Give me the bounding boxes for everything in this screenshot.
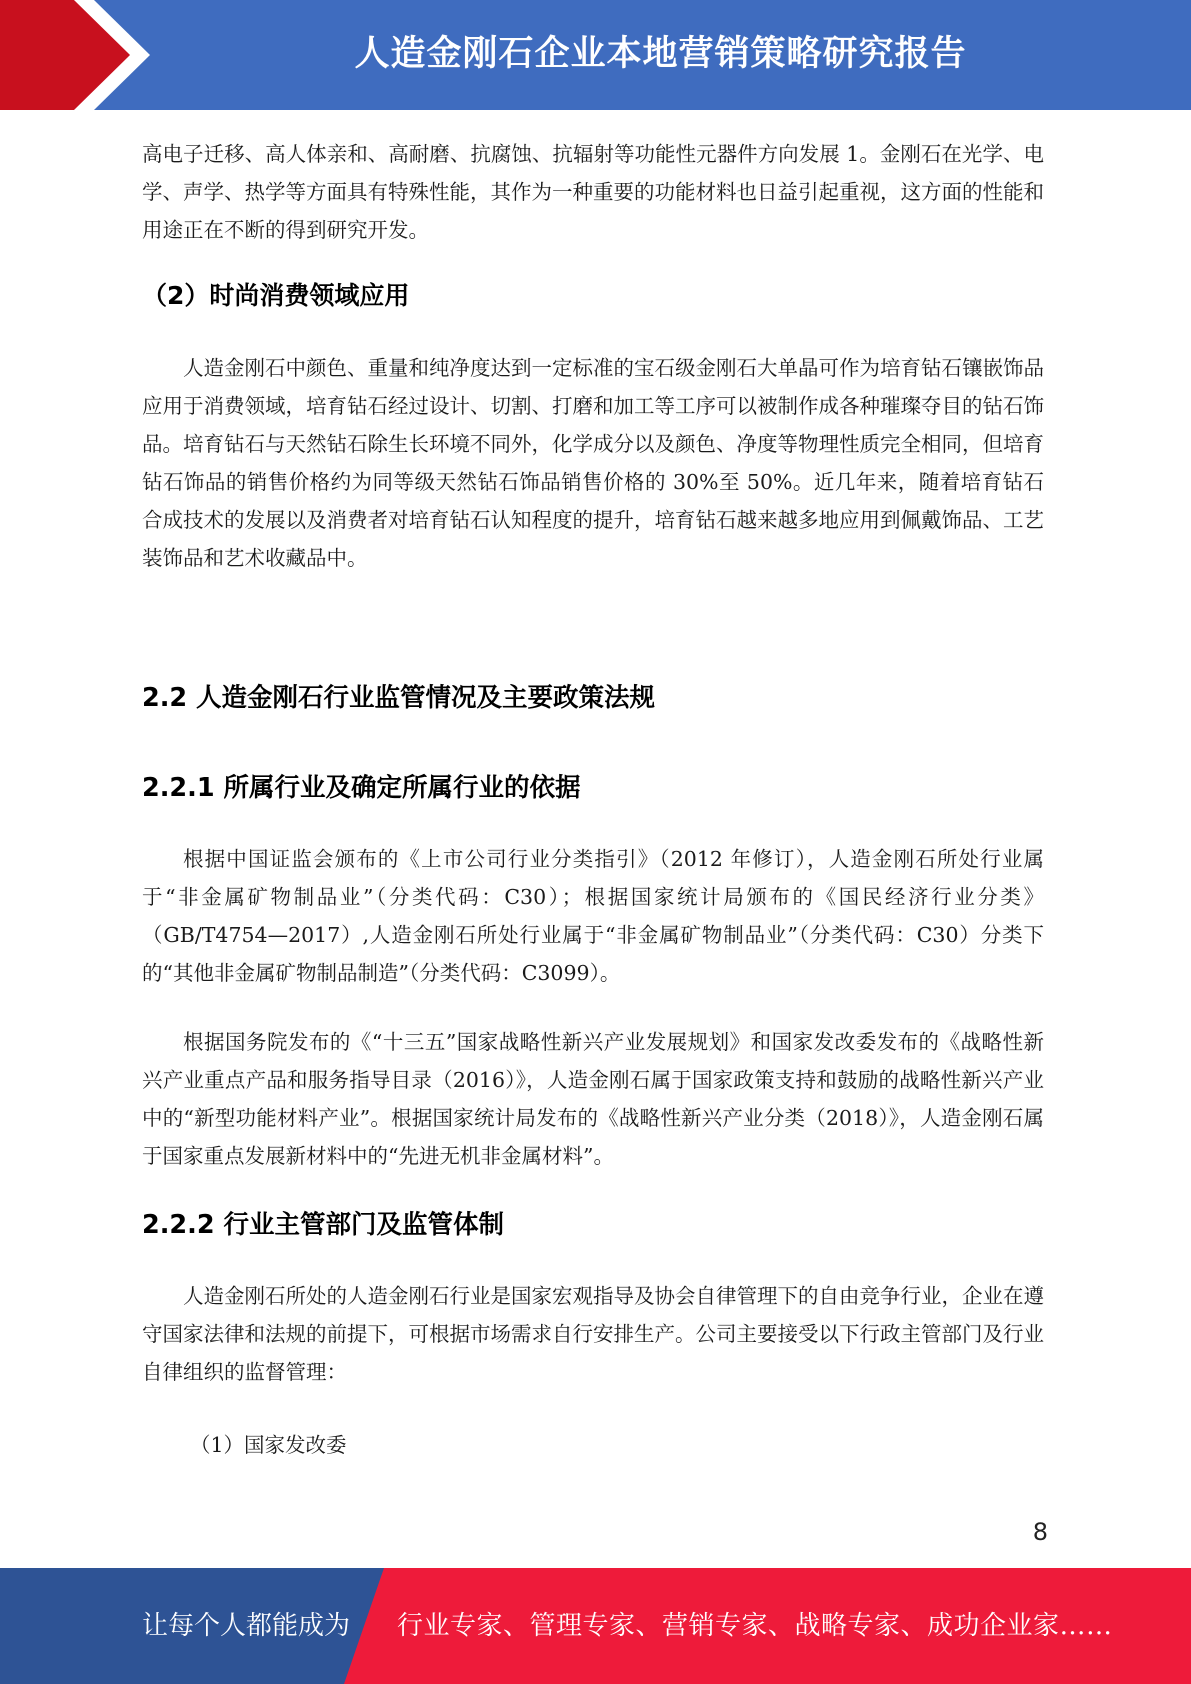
- page-header: [0, 0, 1191, 110]
- section-2-2-1-heading: 2.2.1 所属行业及确定所属行业的依据: [142, 773, 581, 803]
- intro-paragraph: 高电子迁移、高人体亲和、高耐磨、抗腐蚀、抗辐射等功能性元器件方向发展 1。金刚石在光学、电学、声学、热学等方面具有特殊性能，其作为一种重要的功能材料也日益引起重视，这方面的性能和用途正在不断的得到研究开发。: [142, 142, 1044, 242]
- fashion-paragraph: 人造金刚石中颜色、重量和纯净度达到一定标准的宝石级金刚石大单晶可作为培育钻石镶嵌饰品应用于消费领域，培育钻石经过设计、切割、打磨和加工等工序可以被制作成各种璀璨夺目的钻石饰品。培育钻石与天然钻石除生长环境不同外，化学成分以及颜色、净度等物理性质完全相同，但培育钻石饰品的销售价格约为同等级天然钻石饰品销售价格的 30%至 50%。近几年来，随着培育钻石合成技术的发展以及消费者对培育钻石认知程度的提升，培育钻石越来越多地应用到佩戴饰品、工艺装饰品和艺术收藏品中。: [142, 356, 1044, 570]
- section-2-2-1-paragraph-2: 根据国务院发布的《“十三五”国家战略性新兴产业发展规划》和国家发改委发布的《战略性新兴产业重点产品和服务指导目录（2016）》，人造金刚石属于国家政策支持和鼓励的战略性新兴产业中的“新型功能材料产业”。根据国家统计局发布的《战略性新兴产业分类（2018）》，人造金刚石属于国家重点发展新材料中的“先进无机非金属材料”。: [142, 1030, 1044, 1168]
- footer-slogan-left: 让每个人都能成为: [142, 1611, 351, 1641]
- page-number: 8: [1032, 1518, 1048, 1546]
- section-2-2-2-paragraph: 人造金刚石所处的人造金刚石行业是国家宏观指导及协会自律管理下的自由竞争行业，企业在遵守国家法律和法规的前提下，可根据市场需求自行安排生产。公司主要接受以下行政主管部门及行业自律组织的监督管理：: [142, 1284, 1044, 1384]
- section-2-2-2-heading: 2.2.2 行业主管部门及监管体制: [142, 1210, 504, 1240]
- page-footer: [0, 1568, 1191, 1684]
- section-2-2-heading: 2.2 人造金刚石行业监管情况及主要政策法规: [142, 683, 656, 713]
- footer-slogan-right: 行业专家、管理专家、营销专家、战略专家、成功企业家……: [397, 1611, 1113, 1641]
- list-item-ndrc: （1）国家发改委: [190, 1433, 347, 1457]
- fashion-heading: （2）时尚消费领域应用: [142, 281, 410, 310]
- section-2-2-1-paragraph-1: 根据中国证监会颁布的《上市公司行业分类指引》（2012 年修订），人造金刚石所处行业属于“非金属矿物制品业”（分类代码：C30）；根据国家统计局颁布的《国民经济行业分类》（GB/T4754—2017）,人造金刚石所处行业属于“非金属矿物制品业”（分类代码：C30）分类下的“其他非金属矿物制品制造”（分类代码：C3099）。: [142, 847, 1044, 985]
- report-title: 人造金刚石企业本地营销策略研究报告: [354, 34, 967, 74]
